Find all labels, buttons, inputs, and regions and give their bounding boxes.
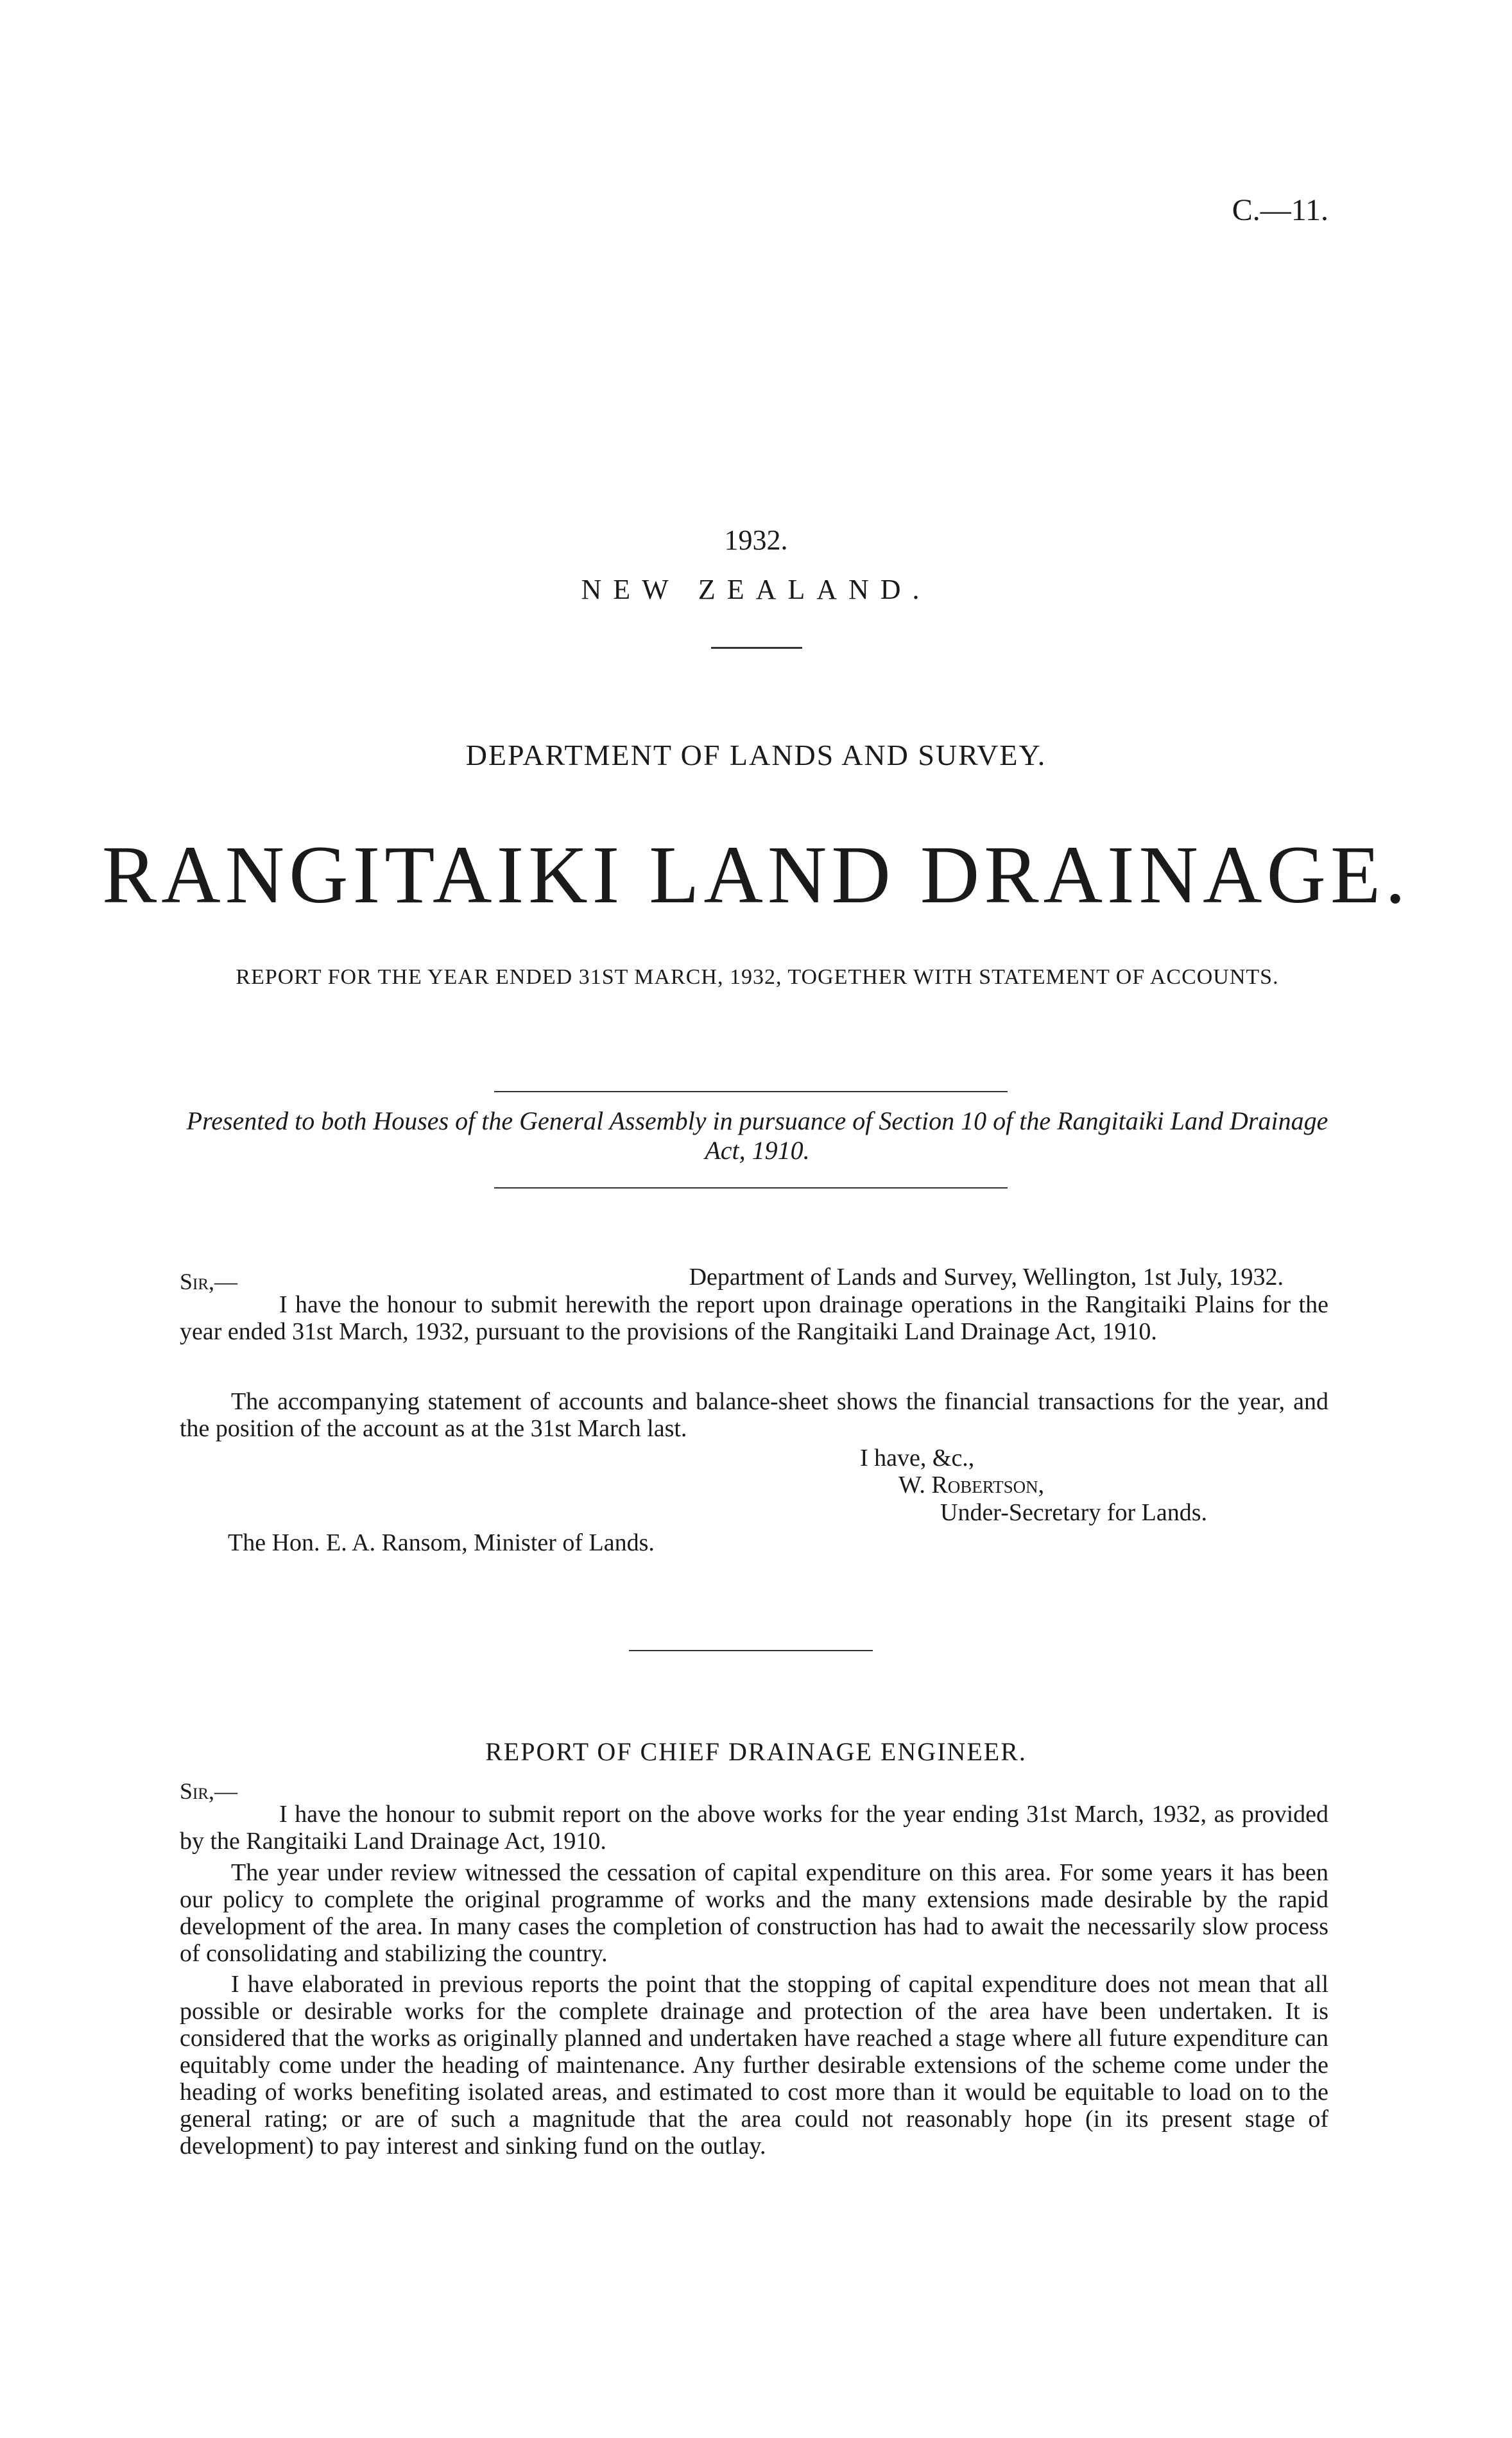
letter-paragraph: I have the honour to submit herewith the report upon drainage operations in the Rangitaiki Plains for the year ended 31st March, 1932, pursuant to the provisions of the Rangitaiki Land Drainage Act, 1910. xyxy=(180,1291,1328,1345)
report-paragraph: I have the honour to submit report on the above works for the year ending 31st March, 1932, as provided by the Rangitaiki Land Drainage Act, 1910. xyxy=(180,1801,1328,1855)
divider-rule xyxy=(629,1650,873,1651)
report-subtitle: REPORT FOR THE YEAR ENDED 31ST MARCH, 1932, TOGETHER WITH STATEMENT OF ACCOUNTS. xyxy=(236,965,1279,989)
report-paragraph: The year under review witnessed the cessation of capital expenditure on this area. For some years it has been our policy to complete the original programme of works and the many extensions made desirable by the rapid development of the area. In many cases the completion of construction has had to await the necessarily slow process of consolidating and stabilizing the country. xyxy=(180,1859,1328,1967)
document-reference: C.—11. xyxy=(1232,193,1328,227)
letter-signatory: W. Robertson, xyxy=(898,1472,1045,1498)
letter-closing: I have, &c., xyxy=(860,1445,975,1472)
report-heading: REPORT OF CHIEF DRAINAGE ENGINEER. xyxy=(485,1737,1027,1766)
country-heading: NEW ZEALAND. xyxy=(581,574,931,605)
letter-paragraph: The accompanying statement of accounts and balance-sheet shows the financial transactions for the year, and the position of the account as at the 31st March last. xyxy=(180,1388,1328,1442)
publication-year: 1932. xyxy=(724,524,788,556)
document-title: RANGITAIKI LAND DRAINAGE. xyxy=(101,829,1411,920)
report-paragraph: I have elaborated in previous reports the point that the stopping of capital expenditure does not mean that all possible or desirable works for the complete drainage and protection of the area have been undertaken. It is considered that the works as originally planned and undertaken have reached a stage where all future expenditure can equitably come under the heading of maintenance. Any further desirable extensions of the scheme come under the heading of works benefiting isolated areas, and estimated to cost more than it would be equitable to load on to the general rating; or are of such a magnitude that the area could not reasonably hope (in its present stage of development) to pay interest and sinking fund on the outlay. xyxy=(180,1971,1328,2159)
divider-rule xyxy=(494,1091,1008,1092)
letter-addressee: The Hon. E. A. Ransom, Minister of Lands. xyxy=(228,1529,655,1556)
signatory-title: Under-Secretary for Lands. xyxy=(940,1499,1207,1526)
department-heading: DEPARTMENT OF LANDS AND SURVEY. xyxy=(465,739,1047,771)
presented-note: Presented to both Houses of the General Assembly in pursuance of Section 10 of the Rangitaiki Land Drainage Act, 1910. xyxy=(186,1106,1328,1165)
letter-salutation: Sir,— xyxy=(180,1269,238,1294)
letter-dateline: Department of Lands and Survey, Wellington, 1st July, 1932. xyxy=(689,1264,1284,1291)
report-salutation: Sir,— xyxy=(180,1778,238,1804)
divider-rule xyxy=(494,1187,1008,1189)
divider-rule xyxy=(711,647,802,649)
